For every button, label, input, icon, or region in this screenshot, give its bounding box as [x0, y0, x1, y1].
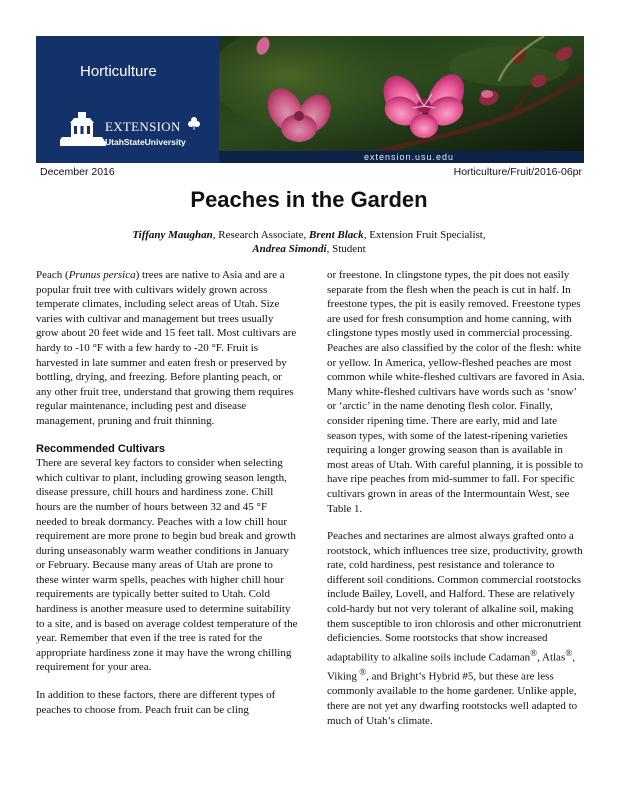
left-text-column — [36, 268, 298, 730]
header-banner — [36, 36, 584, 163]
registered-mark: ® — [530, 647, 538, 658]
rootstock-text-c: , Viking — [327, 651, 575, 683]
rootstock-text-b: , Atlas — [537, 651, 566, 664]
intro-text-start: Peach ( — [36, 269, 69, 281]
author-role-3: , Student — [326, 243, 366, 255]
peach-blossom-photo — [219, 36, 584, 151]
publication-date: December 2016 — [40, 166, 115, 178]
right-text-column — [327, 268, 585, 741]
intro-text-rest: ) trees are native to Asia and are a popular fruit tree with cultivars widely grown across temperate climates, including select areas of Utah. Size varies with cultivar and management but trees usually grow about 20 feet wide and 15 feet tall. Most cultivars are hardy to -10 °F with a few hardy to -20 °F. Fruit is harvested in late summer and eaten fresh or preserved by bottling, drying, and freezing. Before planting peach, or any other fruit tree, understand that growing them requires regular maintenance, including pest and disease management, pruning and fruit thinning. — [36, 269, 297, 427]
section-heading-recommended-cultivars: Recommended Cultivars — [36, 442, 165, 455]
department-label: Horticulture — [80, 63, 157, 80]
document-title: Peaches in the Garden — [190, 187, 428, 212]
species-name: Prunus persica — [68, 269, 136, 281]
freestone-paragraph: or freestone. In clingstone types, the pit does not easily separate from the flesh when the peach is cut in half. In freestone types, the pit is easily removed. Freestone types are used for fresh consumption and home canning, with clingstone types mostly used in commercial processing. Peaches are also classified by the color of the flesh: white or yellow. In America, yellow-fleshed peaches are most common while white-fleshed cultivars are favored in Asia. Many white-fleshed cultivars have words such as ‘snow’ or ‘arctic’ in the name denoting flesh color. Finally, consider ripening time. There are early, mid and late season types, with some of the latest-ripening varieties requiring a longer growing season than is available in most areas of Utah. With careful planning, it is possible to have ripe peaches from mid-summer to fall. For specific cultivars grown in areas of the Intermountain West, see Table 1. — [327, 269, 585, 515]
header-brand-panel — [36, 36, 219, 163]
peach-types-paragraph: In addition to these factors, there are different types of peaches to choose from. Peach fruit can be cling — [36, 689, 276, 716]
extension-wordmark: EXTENSION — [105, 119, 181, 134]
author-name-1: Tiffany Maughan — [132, 229, 213, 241]
author-name-2: Brent Black — [308, 229, 364, 241]
author-role-1: , Research Associate, — [212, 229, 309, 241]
cultivar-factors-paragraph: There are several key factors to consider when selecting which cultivar to plant, including growing season length, disease pressure, chill hours and hardiness zone. Chill hours are the number of hours between 32 and 45 °F needed to break dormancy. Peaches with a low chill hour requirement are more prone to begin bud break and growth during unseasonably warm weather conditions in January or February. Because many areas of Utah are prone to these winter warm spells, peaches with higher chill hour requirements are typically better suited to Utah. Cold hardiness is another measure used to determine suitability to a site, and is based on average coldest temperature of the year. Remember that even if the tree is rated for the appropriate hardiness zone it may have the wrong chilling requirement for your area. — [36, 457, 298, 674]
rootstock-paragraph — [327, 529, 585, 728]
university-wordmark: UtahStateUniversity — [105, 137, 186, 147]
author-block — [80, 228, 538, 256]
registered-mark: ® — [565, 647, 573, 658]
registered-mark: ® — [356, 667, 367, 678]
author-role-2: , Extension Fruit Specialist, — [363, 229, 486, 241]
website-url: extension.usu.edu — [363, 152, 454, 162]
rootstock-text-a: Peaches and nectarines are almost always grafted onto a rootstock, which influences tree size, productivity, growth rate, cold hardiness, pest resistance and tolerance to different soil conditions. Common commercial rootstocks include Bailey, Lovell, and Halford. These are relatively cold-hardy but not very tolerant of alkaline soil, making them susceptible to iron chlorosis and other micronutrient deficiencies. Some rootstocks that show increased adaptability to alkaline soils include Cadaman — [327, 530, 583, 664]
publication-number: Horticulture/Fruit/2016-06pr — [453, 166, 582, 178]
rootstock-text-d: , and Bright’s Hybrid #5, but these are less commonly available to the home gardener. Unlike apple, there are not yet any dwarfing rootstocks well adapted to much of Utah’s climate. — [327, 670, 578, 727]
author-name-3: Andrea Simondi — [252, 243, 327, 255]
intro-paragraph — [36, 268, 298, 429]
